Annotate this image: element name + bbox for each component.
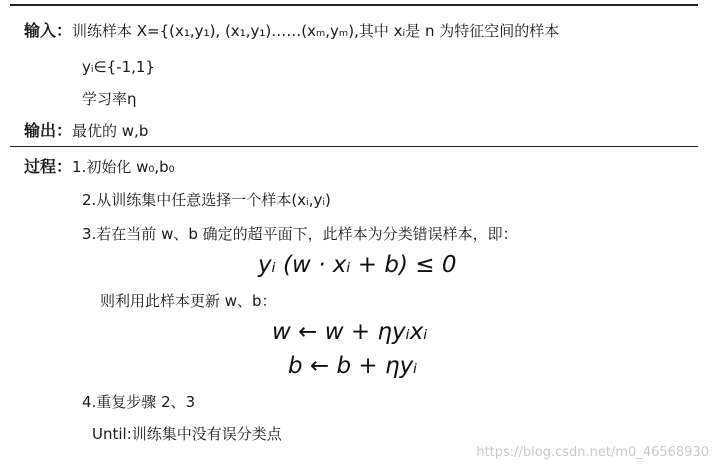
process-step-1: 1.初始化 w₀,b₀ [72, 158, 175, 176]
input-label: 输入： [24, 21, 73, 40]
watermark-text: https://blog.csdn.net/m0_46568930 [476, 445, 709, 460]
input-line-3: 学习率η [82, 90, 137, 108]
process-step-3: 3.若在当前 w、b 确定的超平面下，此样本为分类错误样本，即： [82, 225, 518, 243]
formula-update-w: w ← w + ηyᵢxᵢ [272, 319, 428, 345]
input-row [24, 21, 559, 41]
process-step-4: 4.重复步骤 2、3 [82, 393, 196, 411]
formula-update-b: b ← b + ηyᵢ [288, 353, 418, 379]
output-row [24, 121, 148, 141]
process-step-2: 2.从训练集中任意选择一个样本(xᵢ,yᵢ) [82, 191, 331, 209]
formula-misclassification: yᵢ (w · xᵢ + b) ≤ 0 [258, 252, 457, 278]
process-row [24, 157, 175, 177]
output-label: 输出： [24, 121, 73, 140]
top-rule [10, 4, 698, 6]
output-line-1: 最优的 w,b [72, 122, 149, 140]
process-until: Until:训练集中没有误分类点 [92, 425, 282, 443]
middle-rule [10, 146, 698, 147]
process-label: 过程： [24, 157, 73, 176]
input-line-2: yᵢ∈{-1,1} [82, 58, 155, 76]
process-step-3b: 则利用此样本更新 w、b： [100, 292, 277, 310]
input-line-1: 训练样本 X={(x₁,y₁), (x₁,y₁)……(xₘ,yₘ),其中 xᵢ是 n 为特征空间的样本 [72, 22, 560, 40]
